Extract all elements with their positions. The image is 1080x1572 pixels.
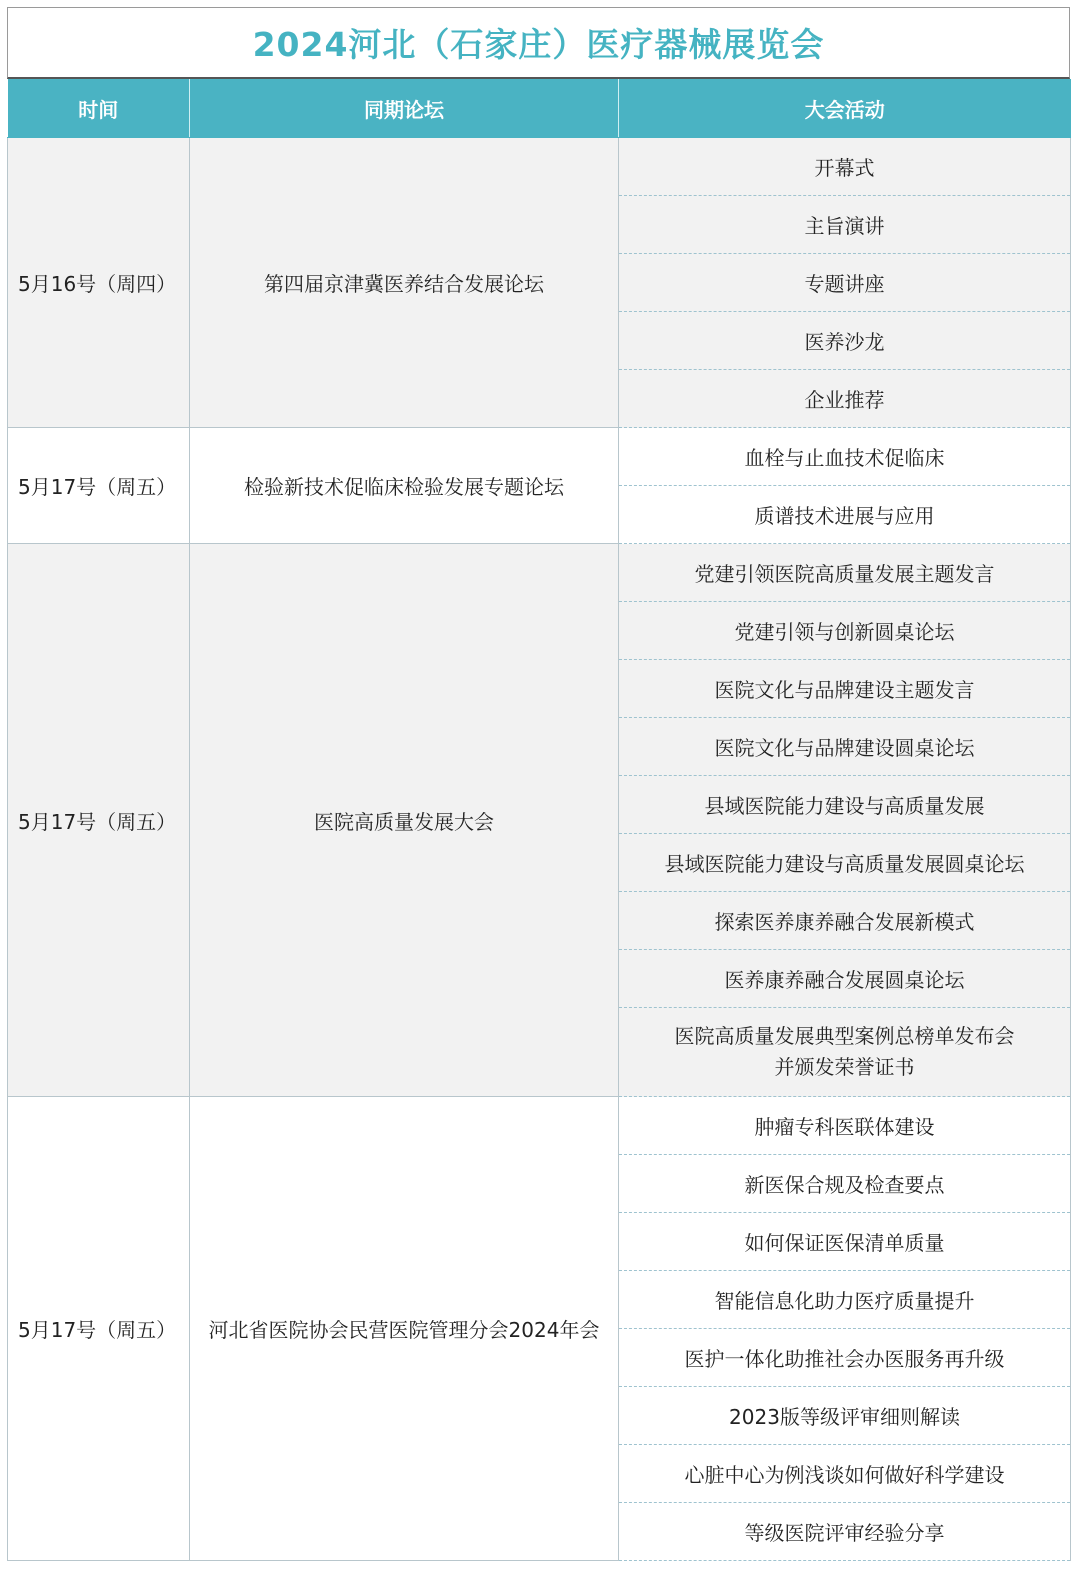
schedule-frame xyxy=(7,7,1070,1561)
activity-line: 医院高质量发展典型案例总榜单发布会 xyxy=(674,1024,1015,1048)
header-time: 时间 xyxy=(8,79,190,138)
page-title: 2024河北（石家庄）医疗器械展览会 xyxy=(7,7,1070,79)
header-activity: 大会活动 xyxy=(619,79,1071,138)
activity-cell: 主旨演讲 xyxy=(619,196,1071,254)
table-header-row xyxy=(8,79,1071,138)
forum-cell: 检验新技术促临床检验发展专题论坛 xyxy=(190,428,619,544)
activity-cell: 党建引领医院高质量发展主题发言 xyxy=(619,544,1071,602)
activity-cell: 专题讲座 xyxy=(619,254,1071,312)
activity-cell: 血栓与止血技术促临床 xyxy=(619,428,1071,486)
activity-cell: 医院文化与品牌建设主题发言 xyxy=(619,660,1071,718)
table-row xyxy=(8,1097,1071,1155)
date-cell: 5月17号（周五） xyxy=(8,544,190,1097)
forum-cell: 河北省医院协会民营医院管理分会2024年会 xyxy=(190,1097,619,1561)
table-row xyxy=(8,428,1071,486)
activity-cell: 县域医院能力建设与高质量发展 xyxy=(619,776,1071,834)
date-cell: 5月17号（周五） xyxy=(8,1097,190,1561)
date-cell: 5月16号（周四） xyxy=(8,138,190,428)
table-row xyxy=(8,544,1071,602)
activity-cell: 医院文化与品牌建设圆桌论坛 xyxy=(619,718,1071,776)
forum-cell: 医院高质量发展大会 xyxy=(190,544,619,1097)
activity-cell: 开幕式 xyxy=(619,138,1071,196)
activity-cell: 医养沙龙 xyxy=(619,312,1071,370)
schedule-table xyxy=(7,79,1071,1561)
activity-cell: 探索医养康养融合发展新模式 xyxy=(619,892,1071,950)
activity-cell-multiline xyxy=(619,1008,1071,1097)
activity-cell: 肿瘤专科医联体建设 xyxy=(619,1097,1071,1155)
activity-cell: 党建引领与创新圆桌论坛 xyxy=(619,602,1071,660)
activity-cell: 医养康养融合发展圆桌论坛 xyxy=(619,950,1071,1008)
activity-cell: 企业推荐 xyxy=(619,370,1071,428)
activity-cell: 质谱技术进展与应用 xyxy=(619,486,1071,544)
activity-cell: 医护一体化助推社会办医服务再升级 xyxy=(619,1329,1071,1387)
activity-cell: 县域医院能力建设与高质量发展圆桌论坛 xyxy=(619,834,1071,892)
activity-cell: 如何保证医保清单质量 xyxy=(619,1213,1071,1271)
forum-cell: 第四届京津冀医养结合发展论坛 xyxy=(190,138,619,428)
activity-cell: 新医保合规及检查要点 xyxy=(619,1155,1071,1213)
activity-cell: 等级医院评审经验分享 xyxy=(619,1503,1071,1561)
header-forum: 同期论坛 xyxy=(190,79,619,138)
activity-cell: 心脏中心为例浅谈如何做好科学建设 xyxy=(619,1445,1071,1503)
date-cell: 5月17号（周五） xyxy=(8,428,190,544)
activity-cell: 2023版等级评审细则解读 xyxy=(619,1387,1071,1445)
activity-cell: 智能信息化助力医疗质量提升 xyxy=(619,1271,1071,1329)
table-row xyxy=(8,138,1071,196)
activity-line: 并颁发荣誉证书 xyxy=(774,1055,915,1079)
